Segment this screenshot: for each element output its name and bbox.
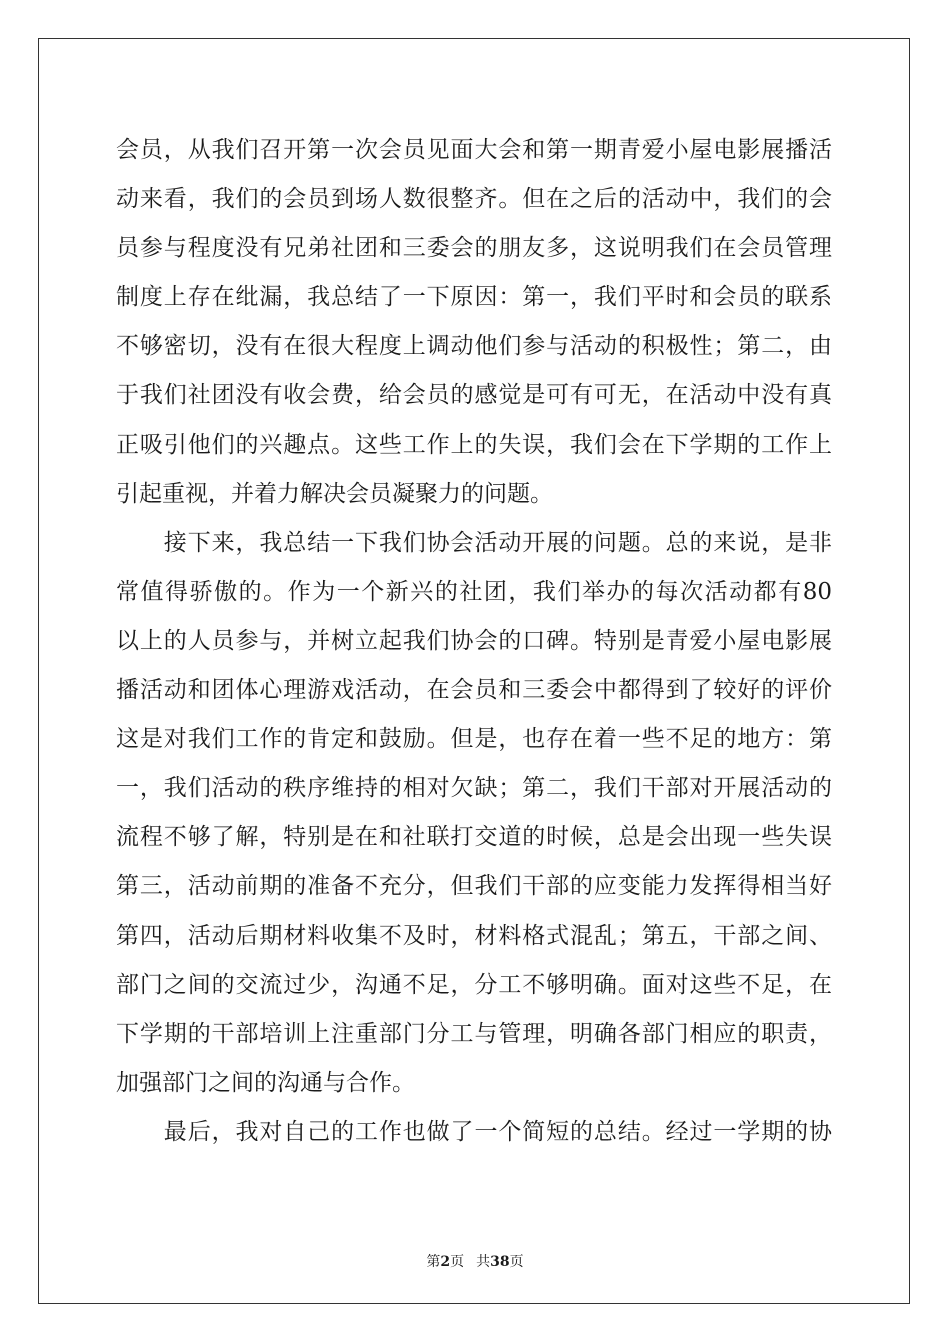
- text-line: 第四，活动后期材料收集不及时，材料格式混乱；第五，干部之间、: [116, 922, 832, 949]
- page-prefix: 第: [426, 1254, 441, 1270]
- text-line: 常值得骄傲的。作为一个新兴的社团，我们举办的每次活动都有80: [116, 578, 832, 605]
- page-footer: [0, 1251, 950, 1271]
- text-line: 部门之间的交流过少，沟通不足，分工不够明确。面对这些不足，在: [116, 971, 832, 998]
- page-current: 2: [440, 1254, 451, 1270]
- page-total: 38: [490, 1254, 510, 1270]
- text-line: 一，我们活动的秩序维持的相对欠缺；第二，我们干部对开展活动的: [116, 775, 832, 802]
- text-line: 最后，我对自己的工作也做了一个简短的总结。经过一学期的协: [116, 1118, 832, 1145]
- text-line: 引起重视，并着力解决会员凝聚力的问题。: [116, 480, 553, 507]
- text-line: 下学期的干部培训上注重部门分工与管理，明确各部门相应的职责，: [116, 1020, 832, 1047]
- text-line: 以上的人员参与，并树立起我们协会的口碑。特别是青爱小屋电影展: [116, 627, 832, 654]
- text-line: 接下来，我总结一下我们协会活动开展的问题。总的来说，是非: [116, 529, 832, 556]
- text-line: 制度上存在纰漏，我总结了一下原因：第一，我们平时和会员的联系: [116, 284, 832, 311]
- text-line: 会员，从我们召开第一次会员见面大会和第一期青爱小屋电影展播活: [116, 137, 832, 163]
- text-line: 不够密切，没有在很大程度上调动他们参与活动的积极性；第二，由: [116, 333, 832, 360]
- text-line: 第三，活动前期的准备不充分，但我们干部的应变能力发挥得相当好: [116, 873, 832, 900]
- document-body: [116, 126, 832, 1157]
- total-suffix: 页: [509, 1254, 524, 1270]
- text-line: 动来看，我们的会员到场人数很整齐。但在之后的活动中，我们的会: [116, 186, 832, 213]
- text-line: 流程不够了解，特别是在和社联打交道的时候，总是会出现一些失误: [116, 824, 832, 851]
- text-line: 员参与程度没有兄弟社团和三委会的朋友多，这说明我们在会员管理: [116, 235, 832, 262]
- text-line: 正吸引他们的兴趣点。这些工作上的失误，我们会在下学期的工作上: [116, 431, 832, 458]
- text-line: 于我们社团没有收会费，给会员的感觉是可有可无，在活动中没有真: [116, 382, 832, 409]
- text-line: 这是对我们工作的肯定和鼓励。但是，也存在着一些不足的地方：第: [116, 726, 832, 753]
- text-line: 播活动和团体心理游戏活动，在会员和三委会中都得到了较好的评价: [116, 677, 832, 704]
- total-prefix: 共: [476, 1254, 491, 1270]
- text-line: 加强部门之间的沟通与合作。: [116, 1069, 415, 1096]
- page-suffix: 页: [450, 1254, 465, 1270]
